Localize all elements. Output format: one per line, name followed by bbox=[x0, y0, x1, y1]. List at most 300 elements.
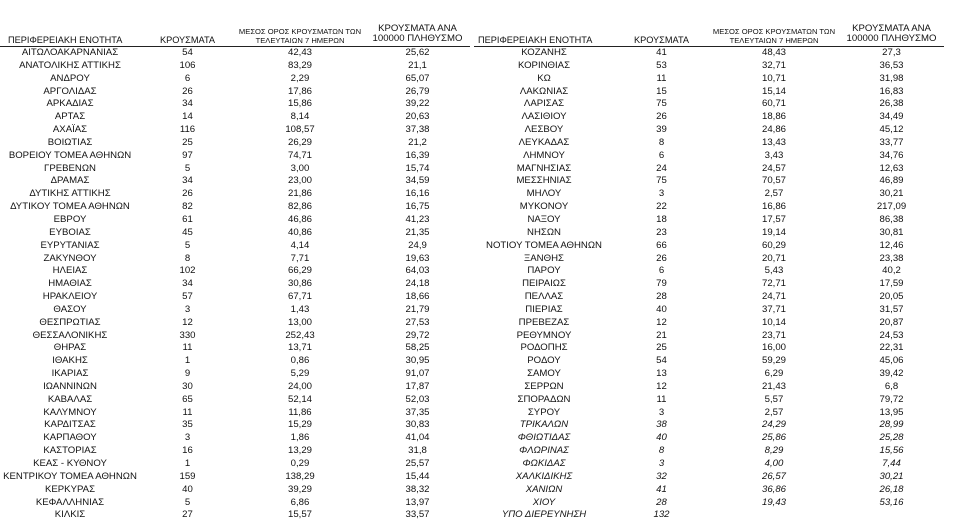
per100k-cell: 16,83 bbox=[879, 85, 904, 97]
cases-cell: 1 bbox=[184, 458, 191, 469]
avg7-cell: 17,86 bbox=[287, 85, 312, 97]
area-cell: ΓΡΕΒΕΝΩΝ bbox=[44, 162, 96, 174]
avg7-cell: 13,00 bbox=[287, 316, 312, 328]
per100k-cell: 58,25 bbox=[405, 342, 430, 354]
per100k-cell: 30,83 bbox=[405, 419, 430, 431]
avg7-cell: 5,29 bbox=[290, 368, 310, 380]
table-row bbox=[0, 278, 470, 291]
per100k-cell: 31,8 bbox=[408, 445, 427, 457]
per100k-cell: 28,99 bbox=[879, 419, 904, 431]
avg7-cell: 23,00 bbox=[287, 175, 312, 187]
avg7-cell: 46,86 bbox=[287, 213, 312, 225]
area-cell: ΗΛΕΙΑΣ bbox=[52, 265, 88, 277]
table-body-left bbox=[0, 47, 470, 522]
per100k-cell: 41,04 bbox=[405, 432, 430, 444]
avg7-cell: 83,29 bbox=[287, 59, 312, 71]
per100k-cell: 24,18 bbox=[405, 278, 430, 290]
avg7-cell: 42,43 bbox=[287, 47, 312, 58]
area-cell: ΧΑΛΚΙΔΙΚΗΣ bbox=[515, 470, 573, 482]
table-row bbox=[474, 368, 944, 381]
avg7-cell: 16,86 bbox=[761, 201, 786, 213]
area-cell: ΑΝΑΤΟΛΙΚΗΣ ΑΤΤΙΚΗΣ bbox=[19, 59, 121, 71]
table-row bbox=[474, 342, 944, 355]
area-cell: ΛΑΣΙΘΙΟΥ bbox=[521, 111, 567, 123]
per100k-cell: 64,03 bbox=[405, 265, 430, 277]
cases-cell: 3 bbox=[184, 432, 191, 444]
area-cell: ΜΑΓΝΗΣΙΑΣ bbox=[516, 162, 572, 174]
cases-cell: 5 bbox=[184, 496, 191, 508]
avg7-cell: 138,29 bbox=[285, 470, 315, 482]
table-row bbox=[474, 60, 944, 73]
per100k-cell: 37,35 bbox=[405, 406, 430, 418]
area-cell: ΥΠΟ ΔΙΕΡΕΥΝΗΣΗ bbox=[501, 509, 587, 521]
cases-cell: 5 bbox=[184, 239, 191, 251]
per100k-cell: 17,59 bbox=[879, 278, 904, 290]
cases-cell: 23 bbox=[656, 226, 667, 238]
area-cell: ΣΑΜΟΥ bbox=[527, 368, 561, 380]
table-row bbox=[0, 330, 470, 343]
area-cell: ΗΜΑΘΙΑΣ bbox=[48, 278, 92, 290]
avg7-cell: 67,71 bbox=[287, 291, 312, 303]
table-row bbox=[474, 407, 944, 420]
area-cell: ΙΘΑΚΗΣ bbox=[52, 355, 88, 367]
table-row bbox=[0, 188, 470, 201]
avg7-cell: 1,43 bbox=[290, 303, 310, 315]
table-row bbox=[474, 227, 944, 240]
table-row bbox=[0, 60, 470, 73]
table-body-right bbox=[474, 47, 944, 522]
area-cell: ΠΑΡΟΥ bbox=[527, 265, 561, 277]
cases-cell: 13 bbox=[656, 368, 667, 380]
avg7-cell: 7,71 bbox=[290, 252, 310, 264]
avg7-cell: 82,86 bbox=[287, 201, 312, 213]
per100k-cell: 34,59 bbox=[405, 175, 430, 187]
area-cell: ΛΕΣΒΟΥ bbox=[524, 124, 564, 136]
header-avg7: ΜΕΣΟΣ ΟΡΟΣ ΚΡΟΥΣΜΑΤΩΝ ΤΩΝ ΤΕΛΕΥΤΑΙΩΝ 7 ΗΜΕΡΩΝ bbox=[238, 27, 362, 45]
cases-cell: 65 bbox=[182, 393, 193, 405]
avg7-cell: 13,71 bbox=[287, 342, 312, 354]
table-header bbox=[0, 16, 470, 47]
cases-cell: 34 bbox=[182, 278, 193, 290]
cases-cell: 3 bbox=[658, 406, 665, 418]
per100k-cell: 217,09 bbox=[876, 201, 907, 213]
avg7-cell: 2,57 bbox=[764, 406, 784, 418]
avg7-cell: 15,14 bbox=[761, 85, 786, 97]
cases-cell: 15 bbox=[656, 85, 667, 97]
area-cell: ΑΧΑΪΑΣ bbox=[52, 124, 88, 136]
table-row bbox=[0, 497, 470, 510]
table-row bbox=[474, 458, 944, 471]
cases-cell: 54 bbox=[182, 47, 193, 58]
per100k-cell: 33,77 bbox=[879, 136, 904, 148]
table-left-half bbox=[0, 16, 470, 522]
per100k-cell: 24,53 bbox=[879, 329, 904, 341]
area-cell: ΡΟΔΟΠΗΣ bbox=[520, 342, 568, 354]
cases-cell: 106 bbox=[179, 59, 196, 71]
avg7-cell: 5,57 bbox=[764, 393, 784, 405]
cases-cell: 11 bbox=[182, 342, 193, 354]
per100k-cell: 15,74 bbox=[405, 162, 430, 174]
avg7-cell: 60,71 bbox=[761, 98, 786, 110]
cases-cell: 12 bbox=[182, 316, 193, 328]
area-cell: ΚΑΣΤΟΡΙΑΣ bbox=[43, 445, 97, 457]
avg7-cell: 15,57 bbox=[287, 509, 312, 521]
header-per100k: ΚΡΟΥΣΜΑΤΑ ΑΝΑ 100000 ΠΛΗΘΥΣΜΟ bbox=[846, 22, 937, 45]
area-cell: ΘΗΡΑΣ bbox=[53, 342, 87, 354]
per100k-cell: 34,49 bbox=[879, 111, 904, 123]
area-cell: ΚΕΝΤΡΙΚΟΥ ΤΟΜΕΑ ΑΘΗΝΩΝ bbox=[3, 470, 137, 482]
avg7-cell: 24,00 bbox=[287, 380, 312, 392]
area-cell: ΕΥΡΥΤΑΝΙΑΣ bbox=[40, 239, 100, 251]
per100k-cell: 29,72 bbox=[405, 329, 430, 341]
table-row bbox=[474, 394, 944, 407]
area-cell: ΛΑΡΙΣΑΣ bbox=[523, 98, 565, 110]
avg7-cell: 21,86 bbox=[287, 188, 312, 200]
area-cell: ΝΑΞΟΥ bbox=[527, 213, 561, 225]
area-cell: ΝΟΤΙΟΥ ΤΟΜΕΑ ΑΘΗΝΩΝ bbox=[486, 239, 602, 251]
cases-cell: 132 bbox=[653, 509, 670, 521]
cases-cell: 32 bbox=[656, 470, 667, 482]
per100k-cell: 31,98 bbox=[879, 72, 904, 84]
per100k-cell: 20,87 bbox=[879, 316, 904, 328]
header-area: ΠΕΡΙΦΕΡΕΙΑΚΗ ΕΝΟΤΗΤΑ bbox=[478, 34, 593, 45]
area-cell: ΧΑΝΙΩΝ bbox=[525, 483, 563, 495]
avg7-cell: 15,29 bbox=[287, 419, 312, 431]
table-row bbox=[0, 484, 470, 497]
per100k-cell: 16,75 bbox=[405, 201, 430, 213]
area-cell: ΠΕΙΡΑΙΩΣ bbox=[522, 278, 566, 290]
area-cell: ΡΟΔΟΥ bbox=[527, 355, 561, 367]
cases-cell: 25 bbox=[182, 136, 193, 148]
avg7-cell: 6,86 bbox=[290, 496, 310, 508]
table-row bbox=[0, 137, 470, 150]
table-row bbox=[474, 98, 944, 111]
avg7-cell: 4,14 bbox=[290, 239, 310, 251]
cases-cell: 97 bbox=[182, 149, 193, 161]
avg7-cell: 52,14 bbox=[287, 393, 312, 405]
per100k-cell: 27,3 bbox=[882, 47, 901, 58]
table-row bbox=[474, 471, 944, 484]
cases-cell: 26 bbox=[182, 85, 193, 97]
per100k-cell: 6,8 bbox=[884, 380, 899, 392]
per100k-cell: 25,62 bbox=[405, 47, 430, 58]
avg7-cell: 15,86 bbox=[287, 98, 312, 110]
avg7-cell: 0,29 bbox=[290, 458, 310, 469]
table-row bbox=[0, 47, 470, 60]
avg7-cell: 10,14 bbox=[761, 316, 786, 328]
per100k-cell: 21,2 bbox=[408, 136, 427, 148]
per100k-cell: 45,12 bbox=[879, 124, 904, 136]
header-cases: ΚΡΟΥΣΜΑΤΑ bbox=[159, 34, 216, 45]
header-cases: ΚΡΟΥΣΜΑΤΑ bbox=[633, 34, 690, 45]
cases-cell: 26 bbox=[182, 188, 193, 200]
per100k-cell: 21,35 bbox=[405, 226, 430, 238]
cases-cell: 40 bbox=[656, 432, 667, 444]
table-row bbox=[474, 509, 944, 522]
avg7-cell: 2,29 bbox=[290, 72, 310, 84]
per100k-cell: 37,38 bbox=[405, 124, 430, 136]
cases-cell: 35 bbox=[182, 419, 193, 431]
cases-cell: 330 bbox=[179, 329, 196, 341]
cases-cell: 40 bbox=[656, 303, 667, 315]
table-row bbox=[474, 201, 944, 214]
cases-cell: 6 bbox=[658, 149, 665, 161]
area-cell: ΑΡΚΑΔΙΑΣ bbox=[46, 98, 94, 110]
table-row bbox=[0, 291, 470, 304]
per100k-cell: 27,53 bbox=[405, 316, 430, 328]
table-row bbox=[474, 214, 944, 227]
cases-cell: 3 bbox=[184, 303, 191, 315]
area-cell: ΘΑΣΟΥ bbox=[53, 303, 87, 315]
table-row bbox=[474, 47, 944, 60]
area-cell: ΚΑΒΑΛΑΣ bbox=[47, 393, 93, 405]
area-cell: ΑΡΤΑΣ bbox=[54, 111, 86, 123]
table-row bbox=[474, 265, 944, 278]
area-cell: ΠΡΕΒΕΖΑΣ bbox=[518, 316, 570, 328]
per100k-cell: 65,07 bbox=[405, 72, 430, 84]
cases-cell: 3 bbox=[658, 458, 665, 469]
header-per100k: ΚΡΟΥΣΜΑΤΑ ΑΝΑ 100000 ΠΛΗΘΥΣΜΟ bbox=[372, 22, 463, 45]
cases-cell: 53 bbox=[656, 59, 667, 71]
cases-cell: 6 bbox=[184, 72, 191, 84]
table-row bbox=[474, 419, 944, 432]
per100k-cell: 40,2 bbox=[882, 265, 901, 277]
area-cell: ΑΝΔΡΟΥ bbox=[50, 72, 90, 84]
area-cell: ΚΩ bbox=[537, 72, 551, 84]
cases-cell: 102 bbox=[179, 265, 196, 277]
table-row bbox=[474, 291, 944, 304]
area-cell: ΚΑΡΠΑΘΟΥ bbox=[43, 432, 97, 444]
area-cell: ΦΘΙΩΤΙΔΑΣ bbox=[517, 432, 571, 444]
per100k-cell: 17,87 bbox=[405, 380, 430, 392]
table-row bbox=[0, 368, 470, 381]
avg7-cell: 5,43 bbox=[764, 265, 784, 277]
avg7-cell: 11,86 bbox=[288, 406, 312, 418]
cases-cell: 6 bbox=[658, 265, 665, 277]
avg7-cell: 8,29 bbox=[764, 445, 784, 457]
cases-cell: 16 bbox=[182, 445, 193, 457]
cases-cell: 38 bbox=[656, 419, 667, 431]
per100k-cell: 12,63 bbox=[879, 162, 904, 174]
area-cell: ΔΥΤΙΚΟΥ ΤΟΜΕΑ ΑΘΗΝΩΝ bbox=[10, 201, 130, 213]
area-cell: ΜΕΣΣΗΝΙΑΣ bbox=[516, 175, 572, 187]
table-row bbox=[0, 124, 470, 137]
table-row bbox=[0, 394, 470, 407]
area-cell: ΘΕΣΠΡΩΤΙΑΣ bbox=[39, 316, 101, 328]
per100k-cell: 25,28 bbox=[879, 432, 904, 444]
avg7-cell: 4,00 bbox=[764, 458, 784, 469]
table-right-half bbox=[474, 16, 944, 522]
table-row bbox=[474, 240, 944, 253]
avg7-cell: 21,43 bbox=[761, 380, 786, 392]
area-cell: ΜΗΛΟΥ bbox=[526, 188, 562, 200]
cases-cell: 34 bbox=[182, 175, 193, 187]
avg7-cell: 24,86 bbox=[761, 124, 786, 136]
table-row bbox=[474, 304, 944, 317]
table-row bbox=[0, 227, 470, 240]
area-cell: ΝΗΣΩΝ bbox=[527, 226, 561, 238]
table-row bbox=[474, 111, 944, 124]
avg7-cell: 74,71 bbox=[287, 149, 312, 161]
cases-cell: 75 bbox=[656, 175, 667, 187]
avg7-cell: 19,43 bbox=[761, 496, 786, 508]
avg7-cell: 37,71 bbox=[761, 303, 786, 315]
per100k-cell: 52,03 bbox=[405, 393, 430, 405]
area-cell: ΡΕΘΥΜΝΟΥ bbox=[516, 329, 572, 341]
cases-cell: 66 bbox=[656, 239, 667, 251]
avg7-cell: 19,14 bbox=[761, 226, 786, 238]
area-cell: ΛΑΚΩΝΙΑΣ bbox=[519, 85, 569, 97]
table-row bbox=[0, 253, 470, 266]
per100k-cell: 26,79 bbox=[405, 85, 430, 97]
table-row bbox=[0, 304, 470, 317]
per100k-cell: 39,42 bbox=[879, 368, 904, 380]
per100k-cell: 41,23 bbox=[405, 213, 430, 225]
cases-cell: 8 bbox=[658, 136, 665, 148]
per100k-cell: 16,39 bbox=[405, 149, 430, 161]
cases-cell: 40 bbox=[182, 483, 193, 495]
avg7-cell: 36,86 bbox=[761, 483, 786, 495]
cases-cell: 25 bbox=[656, 342, 667, 354]
avg7-cell: 24,29 bbox=[761, 419, 786, 431]
per100k-cell: 15,56 bbox=[879, 445, 904, 457]
avg7-cell bbox=[709, 509, 839, 522]
area-cell: ΣΠΟΡΑΔΩΝ bbox=[517, 393, 571, 405]
area-cell: ΑΙΤΩΛΟΑΚΑΡΝΑΝΙΑΣ bbox=[21, 47, 119, 58]
avg7-cell: 6,29 bbox=[764, 368, 784, 380]
per100k-cell: 20,63 bbox=[405, 111, 430, 123]
per100k-cell: 13,95 bbox=[879, 406, 904, 418]
cases-cell: 11 bbox=[182, 406, 193, 418]
table-row bbox=[0, 265, 470, 278]
cases-cell: 5 bbox=[184, 162, 191, 174]
table-row bbox=[0, 355, 470, 368]
area-cell: ΕΥΒΟΙΑΣ bbox=[49, 226, 91, 238]
cases-cell: 21 bbox=[656, 329, 667, 341]
per100k-cell: 12,46 bbox=[879, 239, 904, 251]
cases-cell: 11 bbox=[656, 393, 667, 405]
avg7-cell: 13,29 bbox=[287, 445, 312, 457]
cases-cell: 18 bbox=[656, 213, 667, 225]
area-cell: ΘΕΣΣΑΛΟΝΙΚΗΣ bbox=[32, 329, 108, 341]
avg7-cell: 3,43 bbox=[764, 149, 784, 161]
area-cell: ΚΕΑΣ - ΚΥΘΝΟΥ bbox=[33, 458, 107, 469]
cases-cell: 54 bbox=[656, 355, 667, 367]
area-cell: ΚΟΡΙΝΘΙΑΣ bbox=[517, 59, 571, 71]
avg7-cell: 20,71 bbox=[761, 252, 786, 264]
area-cell: ΒΟΙΩΤΙΑΣ bbox=[47, 136, 93, 148]
per100k-cell: 91,07 bbox=[405, 368, 430, 380]
per100k-cell: 21,79 bbox=[405, 303, 430, 315]
avg7-cell: 70,57 bbox=[761, 175, 786, 187]
table-header bbox=[474, 16, 944, 47]
avg7-cell: 252,43 bbox=[285, 329, 315, 341]
cases-cell: 12 bbox=[656, 316, 667, 328]
cases-cell: 159 bbox=[179, 470, 196, 482]
table-row bbox=[474, 124, 944, 137]
table-row bbox=[474, 73, 944, 86]
area-cell: ΞΑΝΘΗΣ bbox=[524, 252, 564, 264]
avg7-cell: 60,29 bbox=[761, 239, 786, 251]
cases-cell: 116 bbox=[179, 124, 196, 136]
area-cell: ΚΑΡΔΙΤΣΑΣ bbox=[44, 419, 96, 431]
area-cell: ΤΡΙΚΑΛΩΝ bbox=[519, 419, 569, 431]
per100k-cell: 79,72 bbox=[879, 393, 904, 405]
table-row bbox=[0, 342, 470, 355]
cases-cell: 11 bbox=[656, 72, 667, 84]
per100k-cell: 30,95 bbox=[405, 355, 430, 367]
avg7-cell: 25,86 bbox=[761, 432, 786, 444]
per100k-cell: 7,44 bbox=[882, 458, 901, 469]
per100k-cell: 13,97 bbox=[405, 496, 430, 508]
avg7-cell: 59,29 bbox=[761, 355, 786, 367]
avg7-cell: 23,71 bbox=[761, 329, 786, 341]
avg7-cell: 18,86 bbox=[761, 111, 786, 123]
cases-cell: 26 bbox=[656, 111, 667, 123]
table-row bbox=[0, 240, 470, 253]
cases-cell: 45 bbox=[182, 226, 193, 238]
cases-cell: 57 bbox=[182, 291, 193, 303]
table-row bbox=[474, 188, 944, 201]
avg7-cell: 2,57 bbox=[764, 188, 784, 200]
table-row bbox=[0, 509, 470, 522]
per100k-cell: 24,9 bbox=[408, 239, 427, 251]
avg7-cell: 10,71 bbox=[761, 72, 786, 84]
avg7-cell: 16,00 bbox=[761, 342, 786, 354]
per100k-cell: 39,22 bbox=[405, 98, 430, 110]
table-row bbox=[474, 150, 944, 163]
avg7-cell: 40,86 bbox=[287, 226, 312, 238]
area-cell: ΜΥΚΟΝΟΥ bbox=[519, 201, 569, 213]
cases-cell: 34 bbox=[182, 98, 193, 110]
area-cell: ΚΕΡΚΥΡΑΣ bbox=[44, 483, 95, 495]
cases-cell: 41 bbox=[656, 483, 667, 495]
avg7-cell: 108,57 bbox=[285, 124, 315, 136]
per100k-cell: 30,21 bbox=[879, 188, 904, 200]
area-cell: ΦΩΚΙΔΑΣ bbox=[522, 458, 566, 469]
per100k-cell: 26,38 bbox=[879, 98, 904, 110]
table-row bbox=[474, 432, 944, 445]
area-cell: ΚΟΖΑΝΗΣ bbox=[521, 47, 567, 58]
table-row bbox=[0, 317, 470, 330]
table-row bbox=[474, 86, 944, 99]
area-cell: ΚΙΛΚΙΣ bbox=[54, 509, 86, 521]
per100k-cell: 86,38 bbox=[879, 213, 904, 225]
cases-cell: 1 bbox=[184, 355, 191, 367]
avg7-cell: 66,29 bbox=[287, 265, 312, 277]
area-cell: ΠΙΕΡΙΑΣ bbox=[525, 303, 563, 315]
per100k-cell: 23,38 bbox=[879, 252, 904, 264]
area-cell: ΔΥΤΙΚΗΣ ΑΤΤΙΚΗΣ bbox=[29, 188, 111, 200]
avg7-cell: 24,57 bbox=[761, 162, 786, 174]
cases-cell: 27 bbox=[182, 509, 193, 521]
per100k-cell: 30,81 bbox=[879, 226, 904, 238]
table-row bbox=[0, 381, 470, 394]
per100k-cell: 36,53 bbox=[879, 59, 904, 71]
header-area: ΠΕΡΙΦΕΡΕΙΑΚΗ ΕΝΟΤΗΤΑ bbox=[8, 34, 123, 45]
header-avg7: ΜΕΣΟΣ ΟΡΟΣ ΚΡΟΥΣΜΑΤΩΝ ΤΩΝ ΤΕΛΕΥΤΑΙΩΝ 7 ΗΜΕΡΩΝ bbox=[712, 27, 836, 45]
table-row bbox=[474, 381, 944, 394]
per100k-cell: 31,57 bbox=[879, 303, 904, 315]
avg7-cell: 26,57 bbox=[761, 470, 786, 482]
table-row bbox=[474, 497, 944, 510]
cases-cell: 8 bbox=[184, 252, 191, 264]
area-cell: ΚΑΛΥΜΝΟΥ bbox=[43, 406, 97, 418]
avg7-cell: 30,86 bbox=[287, 278, 312, 290]
cases-cell: 61 bbox=[182, 213, 193, 225]
cases-cell: 14 bbox=[182, 111, 193, 123]
table-row bbox=[0, 214, 470, 227]
